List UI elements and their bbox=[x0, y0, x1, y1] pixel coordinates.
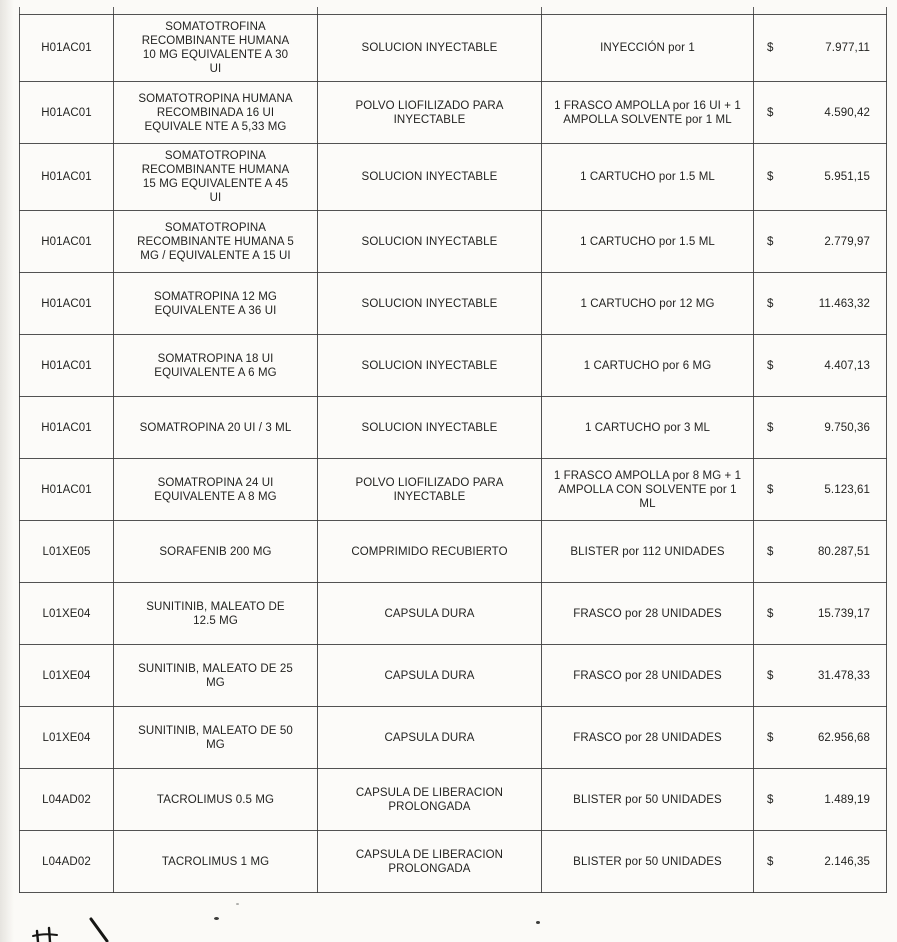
pharmaceutical-form-cell bbox=[318, 144, 542, 211]
table-body bbox=[20, 15, 887, 893]
price-amount: 31.478,33 bbox=[817, 669, 870, 682]
price-amount: 15.739,17 bbox=[817, 607, 870, 620]
atc-code: H01AC01 bbox=[41, 297, 92, 310]
atc-code: L01XE04 bbox=[42, 607, 91, 620]
border-stub bbox=[19, 7, 20, 15]
price-wrap bbox=[754, 669, 886, 683]
price-wrap bbox=[754, 170, 886, 184]
pharmaceutical-form-cell bbox=[318, 521, 542, 583]
drug-description-cell bbox=[114, 769, 318, 831]
price-cell bbox=[754, 211, 887, 273]
pharmaceutical-form-cell bbox=[318, 645, 542, 707]
atc-code: H01AC01 bbox=[41, 42, 92, 54]
table-row bbox=[20, 397, 887, 459]
pharmaceutical-form-cell bbox=[318, 831, 542, 893]
presentation-cell bbox=[542, 831, 754, 893]
drug-description: TACROLIMUS 0.5 MG bbox=[156, 793, 275, 806]
atc-code-cell bbox=[20, 335, 114, 397]
price-cell bbox=[754, 769, 887, 831]
price-amount: 11.463,32 bbox=[818, 297, 870, 310]
price-cell bbox=[754, 144, 887, 211]
drug-description-cell bbox=[114, 459, 318, 521]
atc-code-cell bbox=[20, 82, 114, 144]
presentation: BLISTER por 50 UNIDADES bbox=[573, 793, 722, 806]
pharmaceutical-form-cell bbox=[318, 707, 542, 769]
pharmaceutical-form: POLVO LIOFILIZADO PARA INYECTABLE bbox=[355, 476, 504, 503]
drug-description: SOMATOTROPINA RECOMBINANTE HUMANA 5 MG / EQUIVALENTE A 15 UI bbox=[137, 221, 294, 262]
drug-description: SOMATOTROPINA RECOMBINANTE HUMANA 15 MG EQUIVALENTE A 45 UI bbox=[141, 150, 290, 204]
price-cell bbox=[754, 273, 887, 335]
atc-code: H01AC01 bbox=[41, 359, 92, 372]
atc-code-cell bbox=[20, 144, 114, 211]
presentation-cell bbox=[542, 144, 754, 211]
pharmaceutical-form: SOLUCION INYECTABLE bbox=[361, 235, 498, 248]
price-amount: 1.489,19 bbox=[824, 793, 870, 806]
price-wrap bbox=[754, 545, 886, 559]
atc-code-cell bbox=[20, 397, 114, 459]
atc-code: H01AC01 bbox=[41, 106, 92, 119]
presentation-cell bbox=[542, 397, 754, 459]
pharmaceutical-form-cell bbox=[318, 273, 542, 335]
table-row bbox=[20, 831, 887, 893]
pharmaceutical-form: SOLUCION INYECTABLE bbox=[361, 297, 498, 310]
drug-description-cell bbox=[114, 521, 318, 583]
currency-symbol: $ bbox=[767, 731, 774, 744]
pharmaceutical-form: CAPSULA DURA bbox=[384, 731, 475, 744]
atc-code-cell bbox=[20, 15, 114, 82]
currency-symbol: $ bbox=[767, 607, 774, 620]
currency-symbol: $ bbox=[767, 235, 774, 248]
atc-code: L01XE05 bbox=[42, 545, 91, 558]
presentation: 1 CARTUCHO por 1.5 ML bbox=[580, 235, 715, 248]
pen-diagonal-stroke bbox=[91, 919, 107, 941]
atc-code: L04AD02 bbox=[42, 855, 91, 868]
currency-symbol: $ bbox=[767, 669, 774, 682]
atc-code: H01AC01 bbox=[41, 235, 92, 248]
presentation: 1 FRASCO AMPOLLA por 8 MG + 1 AMPOLLA CON SOLVENTE por 1 ML bbox=[553, 469, 742, 510]
pharmaceutical-form-cell bbox=[318, 769, 542, 831]
table-row bbox=[20, 144, 887, 211]
pharmaceutical-form-cell bbox=[318, 335, 542, 397]
presentation: FRASCO por 28 UNIDADES bbox=[573, 669, 722, 682]
drug-description-cell bbox=[114, 15, 318, 82]
table-row bbox=[20, 335, 887, 397]
price-wrap bbox=[754, 106, 886, 120]
price-cell bbox=[754, 707, 887, 769]
drug-description: SOMATOTROFINA RECOMBINANTE HUMANA 10 MG EQUIVALENTE A 30 UI bbox=[141, 21, 290, 75]
border-stub bbox=[753, 7, 754, 15]
price-wrap bbox=[754, 297, 886, 311]
drug-description-cell bbox=[114, 583, 318, 645]
price-amount: 5.123,61 bbox=[824, 483, 870, 496]
presentation: 1 FRASCO AMPOLLA por 16 UI + 1 AMPOLLA SOLVENTE por 1 ML bbox=[554, 99, 741, 126]
presentation: FRASCO por 28 UNIDADES bbox=[573, 607, 722, 620]
currency-symbol: $ bbox=[767, 421, 774, 434]
currency-symbol: $ bbox=[767, 359, 774, 372]
presentation-cell bbox=[542, 583, 754, 645]
atc-code: H01AC01 bbox=[41, 171, 92, 183]
drug-description: TACROLIMUS 1 MG bbox=[161, 855, 270, 868]
presentation-cell bbox=[542, 707, 754, 769]
pharmaceutical-form-cell bbox=[318, 82, 542, 144]
price-wrap bbox=[754, 607, 886, 621]
pharmaceutical-form-cell bbox=[318, 211, 542, 273]
medication-price-table bbox=[19, 14, 887, 893]
price-cell bbox=[754, 335, 887, 397]
presentation: 1 CARTUCHO por 12 MG bbox=[580, 297, 715, 310]
border-stub bbox=[541, 7, 542, 15]
price-wrap bbox=[754, 235, 886, 249]
price-amount: 80.287,51 bbox=[817, 545, 870, 558]
drug-description-cell bbox=[114, 397, 318, 459]
price-cell bbox=[754, 82, 887, 144]
pharmaceutical-form: CAPSULA DE LIBERACION PROLONGADA bbox=[355, 848, 504, 875]
drug-description: SUNITINIB, MALEATO DE 12.5 MG bbox=[146, 600, 285, 627]
currency-symbol: $ bbox=[767, 793, 774, 806]
drug-description: SOMATROPINA 20 UI / 3 ML bbox=[139, 421, 292, 434]
border-stub bbox=[113, 7, 114, 15]
currency-symbol: $ bbox=[767, 42, 774, 54]
atc-code: L01XE04 bbox=[42, 731, 91, 744]
atc-code-cell bbox=[20, 459, 114, 521]
price-cell bbox=[754, 15, 887, 82]
table-row bbox=[20, 521, 887, 583]
table-row bbox=[20, 82, 887, 144]
atc-code-cell bbox=[20, 769, 114, 831]
table-row bbox=[20, 211, 887, 273]
drug-description: SOMATROPINA 24 UI EQUIVALENTE A 8 MG bbox=[154, 476, 277, 503]
atc-code: L01XE04 bbox=[42, 669, 91, 682]
price-wrap bbox=[754, 483, 886, 497]
drug-description-cell bbox=[114, 831, 318, 893]
currency-symbol: $ bbox=[767, 297, 774, 310]
price-wrap bbox=[754, 731, 886, 745]
currency-symbol: $ bbox=[767, 855, 774, 868]
price-amount: 5.951,15 bbox=[824, 171, 870, 183]
atc-code-cell bbox=[20, 707, 114, 769]
price-amount: 4.590,42 bbox=[824, 106, 870, 119]
table-row bbox=[20, 273, 887, 335]
ink-speck bbox=[214, 917, 219, 920]
table-row bbox=[20, 707, 887, 769]
price-amount: 9.750,36 bbox=[824, 421, 870, 434]
pharmaceutical-form: SOLUCION INYECTABLE bbox=[361, 359, 498, 372]
presentation-cell bbox=[542, 521, 754, 583]
currency-symbol: $ bbox=[767, 106, 774, 119]
price-cell bbox=[754, 831, 887, 893]
atc-code: H01AC01 bbox=[41, 483, 92, 496]
border-stub bbox=[317, 7, 318, 15]
presentation-cell bbox=[542, 15, 754, 82]
border-stub bbox=[886, 7, 887, 15]
table-row bbox=[20, 459, 887, 521]
price-wrap bbox=[754, 793, 886, 807]
atc-code-cell bbox=[20, 831, 114, 893]
pharmaceutical-form: SOLUCION INYECTABLE bbox=[361, 42, 498, 54]
price-amount: 4.407,13 bbox=[824, 359, 870, 372]
presentation-cell bbox=[542, 82, 754, 144]
drug-description-cell bbox=[114, 645, 318, 707]
presentation-cell bbox=[542, 273, 754, 335]
price-wrap bbox=[754, 855, 886, 869]
presentation: FRASCO por 28 UNIDADES bbox=[573, 731, 722, 744]
atc-code-cell bbox=[20, 273, 114, 335]
drug-description-cell bbox=[114, 82, 318, 144]
pharmaceutical-form-cell bbox=[318, 583, 542, 645]
presentation-cell bbox=[542, 769, 754, 831]
pharmaceutical-form-cell bbox=[318, 397, 542, 459]
atc-code-cell bbox=[20, 645, 114, 707]
currency-symbol: $ bbox=[767, 171, 774, 183]
table-row bbox=[20, 645, 887, 707]
atc-code-cell bbox=[20, 583, 114, 645]
presentation: 1 CARTUCHO por 6 MG bbox=[583, 359, 712, 372]
price-wrap bbox=[754, 421, 886, 435]
atc-code: L04AD02 bbox=[42, 793, 91, 806]
presentation-cell bbox=[542, 459, 754, 521]
price-cell bbox=[754, 583, 887, 645]
pen-tick bbox=[37, 931, 38, 942]
presentation-cell bbox=[542, 211, 754, 273]
drug-description-cell bbox=[114, 273, 318, 335]
presentation: BLISTER por 112 UNIDADES bbox=[570, 545, 725, 558]
currency-symbol: $ bbox=[767, 483, 774, 496]
drug-description: SUNITINIB, MALEATO DE 25 MG bbox=[138, 662, 293, 689]
presentation-cell bbox=[542, 645, 754, 707]
pharmaceutical-form: COMPRIMIDO RECUBIERTO bbox=[351, 545, 508, 558]
drug-description-cell bbox=[114, 211, 318, 273]
drug-description-cell bbox=[114, 707, 318, 769]
ink-speck bbox=[236, 903, 239, 905]
presentation: 1 CARTUCHO por 1.5 ML bbox=[580, 171, 715, 183]
table-row bbox=[20, 769, 887, 831]
pharmaceutical-form: CAPSULA DURA bbox=[384, 607, 475, 620]
presentation: 1 CARTUCHO por 3 ML bbox=[584, 421, 711, 434]
drug-description: SORAFENIB 200 MG bbox=[159, 545, 272, 558]
price-amount: 2.146,35 bbox=[824, 855, 870, 868]
atc-code-cell bbox=[20, 211, 114, 273]
atc-code-cell bbox=[20, 521, 114, 583]
price-amount: 62.956,68 bbox=[817, 731, 870, 744]
price-cell bbox=[754, 521, 887, 583]
ink-speck bbox=[536, 921, 540, 924]
pharmaceutical-form: CAPSULA DE LIBERACION PROLONGADA bbox=[355, 786, 504, 813]
price-wrap bbox=[754, 359, 886, 373]
pharmaceutical-form-cell bbox=[318, 15, 542, 82]
pharmaceutical-form: CAPSULA DURA bbox=[384, 669, 475, 682]
drug-description-cell bbox=[114, 144, 318, 211]
drug-description-cell bbox=[114, 335, 318, 397]
drug-description: SUNITINIB, MALEATO DE 50 MG bbox=[138, 724, 293, 751]
drug-description: SOMATROPINA 12 MG EQUIVALENTE A 36 UI bbox=[154, 290, 277, 317]
price-cell bbox=[754, 645, 887, 707]
price-amount: 2.779,97 bbox=[824, 235, 870, 248]
currency-symbol: $ bbox=[767, 545, 774, 558]
price-wrap bbox=[754, 41, 886, 55]
table-row bbox=[20, 15, 887, 82]
drug-description: SOMATOTROPINA HUMANA RECOMBINADA 16 UI EQUIVALE NTE A 5,33 MG bbox=[138, 92, 293, 133]
presentation-cell bbox=[542, 335, 754, 397]
presentation: INYECCIÓN por 1 bbox=[600, 42, 695, 54]
pen-tick bbox=[33, 934, 57, 936]
price-cell bbox=[754, 397, 887, 459]
pharmaceutical-form: SOLUCION INYECTABLE bbox=[361, 171, 498, 183]
presentation: BLISTER por 50 UNIDADES bbox=[573, 855, 722, 868]
scan-edge-shading bbox=[0, 0, 14, 942]
price-cell bbox=[754, 459, 887, 521]
pharmaceutical-form: POLVO LIOFILIZADO PARA INYECTABLE bbox=[355, 99, 504, 126]
table-row bbox=[20, 583, 887, 645]
price-amount: 7.977,11 bbox=[825, 42, 870, 54]
drug-description: SOMATROPINA 18 UI EQUIVALENTE A 6 MG bbox=[154, 352, 277, 379]
pharmaceutical-form-cell bbox=[318, 459, 542, 521]
pen-tick bbox=[49, 928, 50, 942]
pharmaceutical-form: SOLUCION INYECTABLE bbox=[361, 421, 498, 434]
atc-code: H01AC01 bbox=[41, 421, 92, 434]
